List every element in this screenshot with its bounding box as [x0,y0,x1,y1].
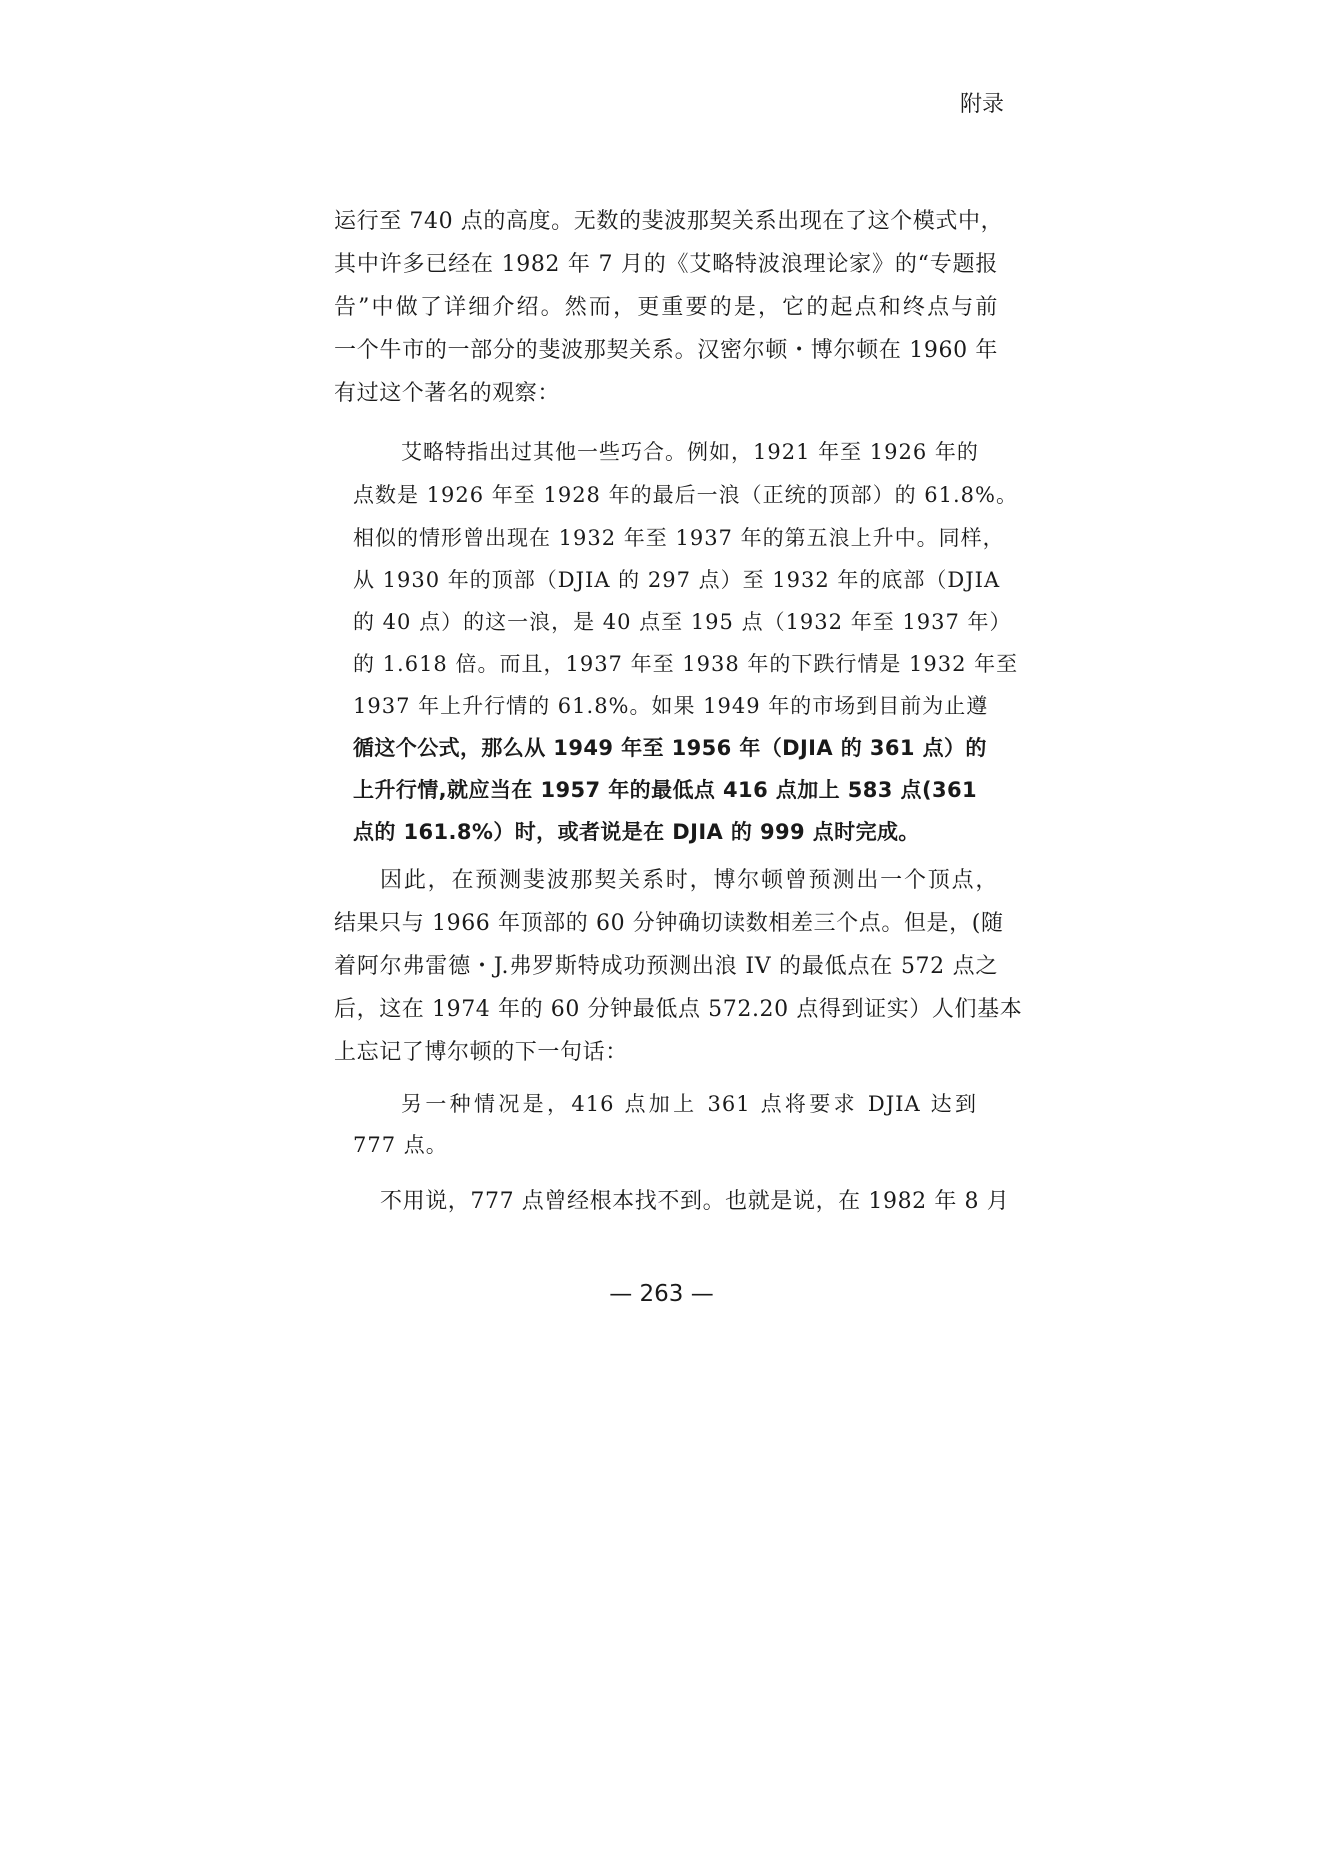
quote-line: 相似的情形曾出现在 1932 年至 1937 年的第五浪上升中。同样， [353,526,1005,550]
paragraph-line: 有过这个著名的观察： [334,381,561,406]
paragraph-line: 一个牛市的一部分的斐波那契关系。汉密尔顿・博尔顿在 1960 年 [334,338,998,363]
paragraph-line: 运行至 740 点的高度。无数的斐波那契关系出现在了这个模式中， [334,209,1004,234]
paragraph-line: 着阿尔弗雷德・J.弗罗斯特成功预测出浪 IV 的最低点在 572 点之 [334,954,998,979]
quote-line: 点的 161.8%）时，或者说是在 DJIA 的 999 点时完成。 [353,820,920,844]
quote-line: 1937 年上升行情的 61.8%。如果 1949 年的市场到目前为止遵 [353,694,989,718]
quote-line: 另一种情况是，416 点加上 361 点将要求 DJIA 达到 [401,1092,977,1116]
paragraph-line: 结果只与 1966 年顶部的 60 分钟确切读数相差三个点。但是，(随 [334,911,1004,936]
paragraph-line: 告”中做了详细介绍。然而，更重要的是，它的起点和终点与前 [334,295,998,320]
paragraph-line: 不用说，777 点曾经根本找不到。也就是说，在 1982 年 8 月 [380,1189,1010,1214]
quote-line: 循这个公式，那么从 1949 年至 1956 年（DJIA 的 361 点）的 [353,736,987,760]
quote-line: 上升行情,就应当在 1957 年的最低点 416 点加上 583 点(361 [353,778,977,802]
quote-line: 从 1930 年的顶部（DJIA 的 297 点）至 1932 年的底部（DJIA [353,568,1001,592]
paragraph-line: 因此，在预测斐波那契关系时，博尔顿曾预测出一个顶点， [380,868,998,893]
running-header: 附录 [959,92,1004,117]
quote-line: 的 40 点）的这一浪，是 40 点至 195 点（1932 年至 1937 年） [353,610,1012,634]
quote-line: 777 点。 [353,1133,448,1157]
quote-line: 点数是 1926 年至 1928 年的最后一浪（正统的顶部）的 61.8%。 [353,483,1018,507]
quote-line: 的 1.618 倍。而且，1937 年至 1938 年的下跌行情是 1932 年至 [353,652,1019,676]
paragraph-line: 后，这在 1974 年的 60 分钟最低点 572.20 点得到证实）人们基本 [334,997,1023,1022]
paragraph-line: 上忘记了博尔顿的下一句话： [334,1040,628,1065]
quote-line: 艾略特指出过其他一些巧合。例如，1921 年至 1926 年的 [401,440,979,464]
page-number: — 263 — [609,1281,714,1307]
paragraph-line: 其中许多已经在 1982 年 7 月的《艾略特波浪理论家》的“专题报 [334,252,998,277]
